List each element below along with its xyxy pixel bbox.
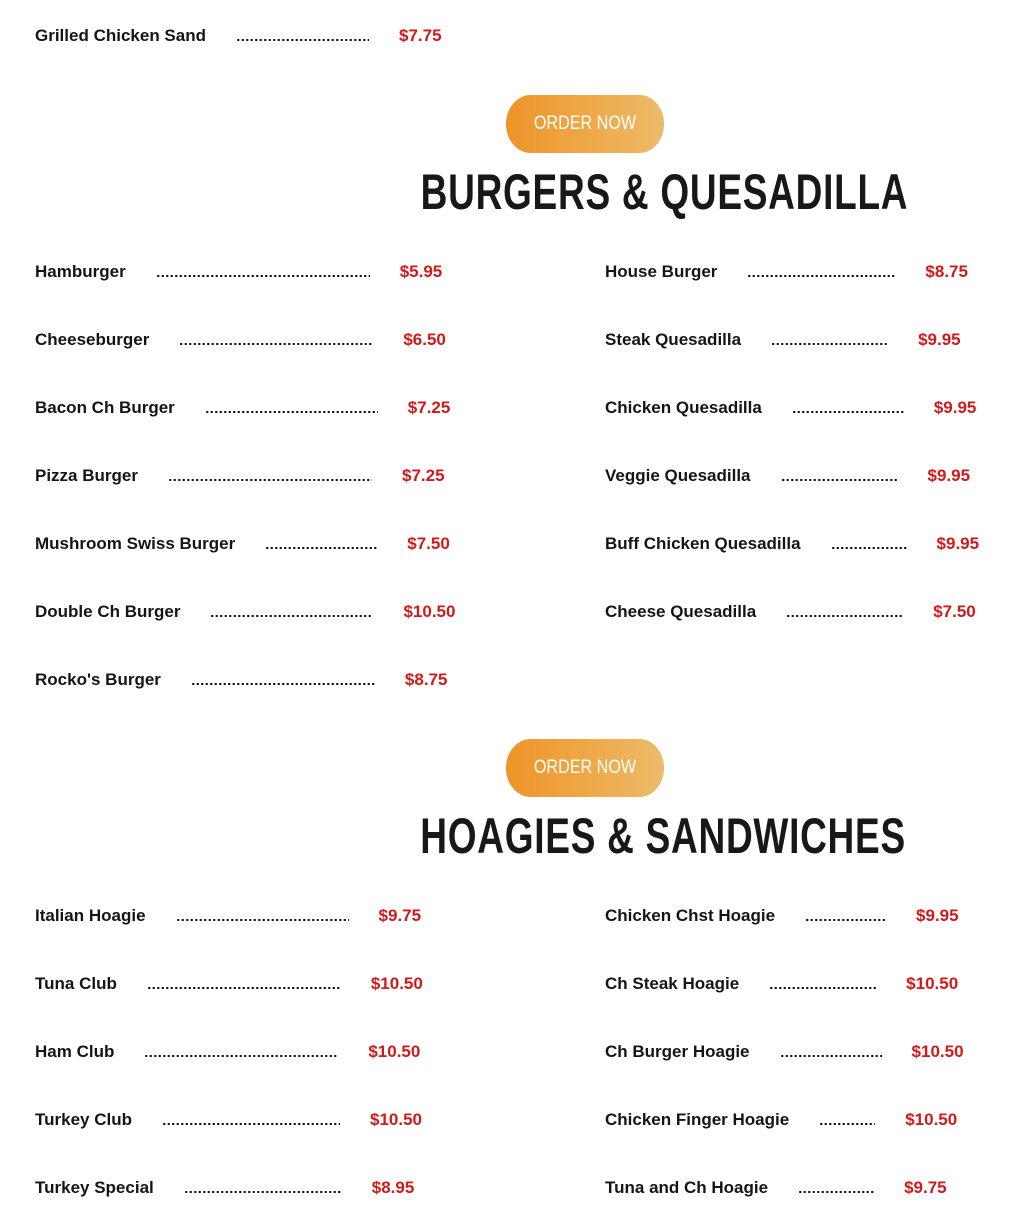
menu-item-name: Double Ch Burger bbox=[35, 602, 181, 621]
menu-item-price: $7.50 bbox=[933, 602, 976, 621]
order-now-button[interactable]: ORDER NOW bbox=[506, 739, 664, 797]
menu-item-price: $7.25 bbox=[407, 398, 451, 417]
menu-item bbox=[605, 260, 968, 284]
menu-item-price: $10.50 bbox=[403, 602, 456, 621]
menu-item-name: Tuna Club bbox=[35, 974, 117, 993]
leader-dots bbox=[786, 615, 903, 617]
menu-item bbox=[605, 464, 970, 488]
menu-item-price: $9.95 bbox=[936, 534, 980, 553]
menu-item bbox=[605, 600, 976, 624]
order-now-button[interactable]: ORDER NOW bbox=[506, 95, 664, 153]
menu-item bbox=[605, 328, 961, 352]
menu-item bbox=[35, 328, 446, 352]
menu-item-name: Ch Burger Hoagie bbox=[605, 1042, 750, 1061]
menu-item-name: Steak Quesadilla bbox=[605, 330, 742, 349]
menu-item-price: $8.75 bbox=[925, 262, 968, 281]
menu-item-name: Buff Chicken Quesadilla bbox=[605, 534, 801, 553]
menu-item-price: $9.75 bbox=[378, 906, 422, 925]
leader-dots bbox=[792, 411, 904, 413]
menu-item-price: $7.25 bbox=[401, 466, 445, 485]
menu-item-name: Chicken Quesadilla bbox=[605, 398, 762, 417]
menu-item bbox=[605, 1108, 957, 1132]
menu-item bbox=[605, 532, 979, 556]
menu-item-name: Pizza Burger bbox=[35, 466, 138, 485]
leader-dots bbox=[781, 479, 898, 481]
leader-dots bbox=[144, 1055, 338, 1057]
menu-item-name: Chicken Finger Hoagie bbox=[605, 1110, 790, 1129]
leader-dots bbox=[236, 39, 369, 41]
menu-item-price: $10.50 bbox=[905, 1110, 958, 1129]
menu-item-name: Rocko's Burger bbox=[35, 670, 161, 689]
menu-item bbox=[35, 600, 455, 624]
menu-item bbox=[605, 1040, 964, 1064]
menu-item-name: Bacon Ch Burger bbox=[35, 398, 175, 417]
menu-item bbox=[35, 464, 445, 488]
menu-item bbox=[35, 260, 442, 284]
menu-item-price: $6.50 bbox=[403, 330, 446, 349]
menu-item-price: $9.95 bbox=[918, 330, 961, 349]
menu-item-price: $7.50 bbox=[407, 534, 450, 553]
menu-item-price: $10.50 bbox=[906, 974, 959, 993]
menu-item-price: $10.50 bbox=[368, 1042, 421, 1061]
menu-item-price: $9.95 bbox=[933, 398, 977, 417]
menu-item-price: $10.50 bbox=[911, 1042, 964, 1061]
leader-dots bbox=[771, 343, 888, 345]
menu-item-name: Mushroom Swiss Burger bbox=[35, 534, 236, 553]
menu-item bbox=[35, 972, 423, 996]
menu-item-name: Cheeseburger bbox=[35, 330, 150, 349]
menu-item bbox=[35, 1108, 422, 1132]
menu-item-name: Grilled Chicken Sand bbox=[35, 26, 206, 45]
menu-item-name: Turkey Special bbox=[35, 1178, 154, 1197]
leader-dots bbox=[168, 479, 372, 481]
leader-dots bbox=[191, 683, 375, 685]
leader-dots bbox=[205, 411, 378, 413]
leader-dots bbox=[780, 1055, 882, 1057]
leader-dots bbox=[265, 547, 377, 549]
leader-dots bbox=[819, 1123, 875, 1125]
leader-dots bbox=[156, 275, 370, 277]
leader-dots bbox=[769, 987, 876, 989]
leader-dots bbox=[179, 343, 373, 345]
menu-item-name: Veggie Quesadilla bbox=[605, 466, 751, 485]
leader-dots bbox=[176, 919, 349, 921]
leader-dots bbox=[747, 275, 895, 277]
menu-item-price: $9.95 bbox=[916, 906, 959, 925]
leader-dots bbox=[147, 987, 341, 989]
menu-item-name: Ch Steak Hoagie bbox=[605, 974, 740, 993]
menu-item-name: Tuna and Ch Hoagie bbox=[605, 1178, 769, 1197]
menu-item bbox=[605, 1176, 947, 1200]
menu-item-price: $9.95 bbox=[927, 466, 971, 485]
menu-item bbox=[35, 1176, 414, 1200]
menu-item bbox=[35, 1040, 420, 1064]
menu-item-name: House Burger bbox=[605, 262, 718, 281]
menu-item-name: Italian Hoagie bbox=[35, 906, 146, 925]
menu-item bbox=[35, 904, 421, 928]
menu-item-price: $10.50 bbox=[370, 974, 423, 993]
section-title-burgers-quesadilla: BURGERS & QUESADILLA bbox=[420, 164, 909, 220]
menu-item-name: Ham Club bbox=[35, 1042, 115, 1061]
menu-item-price: $8.75 bbox=[404, 670, 448, 689]
leader-dots bbox=[210, 615, 373, 617]
menu-item bbox=[35, 24, 442, 48]
menu-item bbox=[35, 668, 447, 692]
menu-item-name: Cheese Quesadilla bbox=[605, 602, 757, 621]
menu-item bbox=[35, 396, 450, 420]
section-title-hoagies-sandwiches: HOAGIES & SANDWICHES bbox=[420, 808, 906, 864]
menu-item bbox=[605, 972, 958, 996]
menu-item bbox=[605, 396, 976, 420]
menu-item-price: $8.95 bbox=[371, 1178, 415, 1197]
menu-item-price: $5.95 bbox=[399, 262, 443, 281]
menu-item-price: $7.75 bbox=[399, 26, 442, 45]
menu-item-price: $10.50 bbox=[369, 1110, 422, 1129]
leader-dots bbox=[162, 1123, 340, 1125]
leader-dots bbox=[184, 1191, 342, 1193]
menu-item-price: $9.75 bbox=[904, 1178, 947, 1197]
menu-item-name: Hamburger bbox=[35, 262, 126, 281]
menu-item-name: Chicken Chst Hoagie bbox=[605, 906, 776, 925]
leader-dots bbox=[805, 919, 886, 921]
menu-item bbox=[605, 904, 959, 928]
menu-item-name: Turkey Club bbox=[35, 1110, 132, 1129]
leader-dots bbox=[798, 1191, 874, 1193]
leader-dots bbox=[831, 547, 907, 549]
menu-item bbox=[35, 532, 450, 556]
